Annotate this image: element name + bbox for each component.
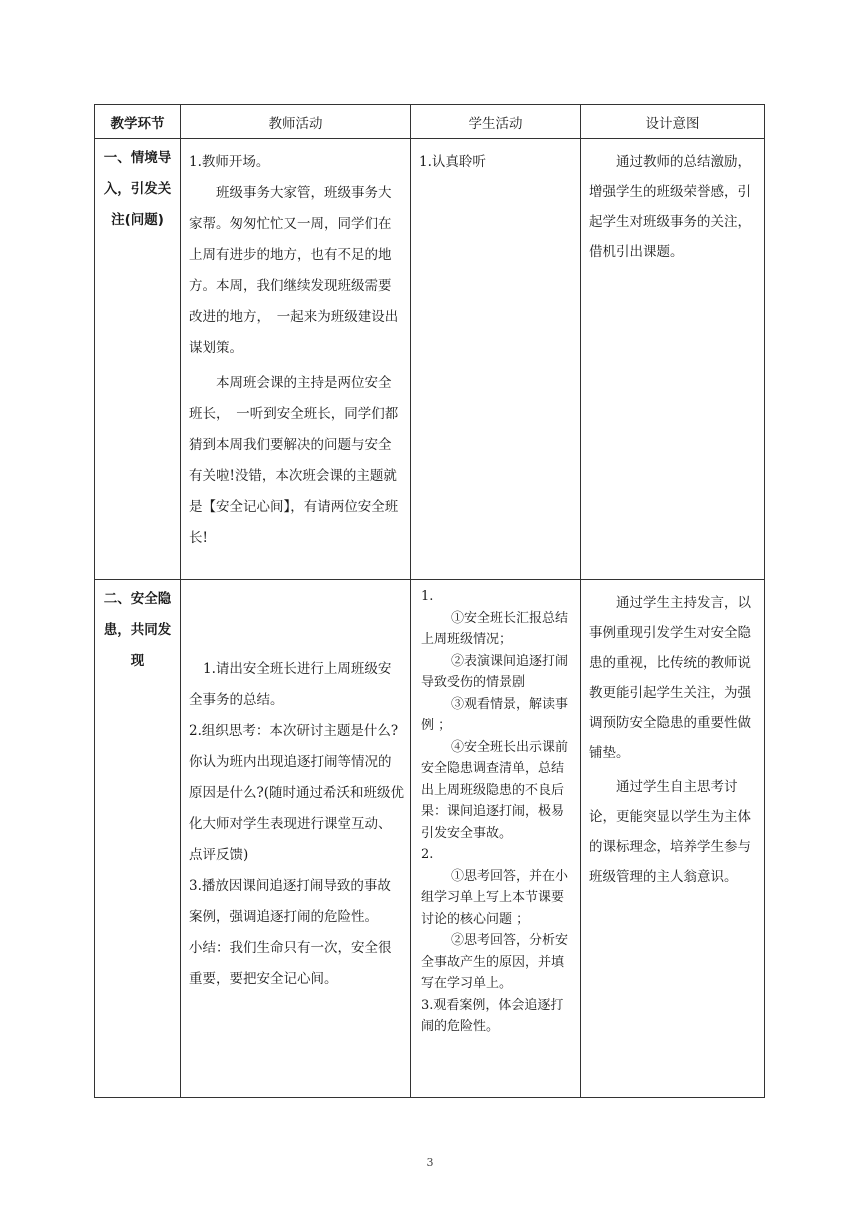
- teacher-text: 1.请出安全班长进行上周班级安全事务的总结。: [189, 661, 392, 708]
- header-stage: 教学环节: [95, 105, 181, 139]
- design-intent-cell: [581, 580, 765, 1098]
- table-row: [95, 580, 765, 1098]
- table-header-row: [95, 105, 765, 139]
- student-text: ①思考回答，并在小组学习单上写上本节课要讨论的核心问题 ；: [421, 868, 569, 927]
- teacher-text: 本周班会课的主持是两位安全班长， 一听到安全班长，同学们都猜到本周我们要解决的问题与安全有关啦!没错，本次班会课的主题就是【安全记心间】，有请两位安全班长!: [189, 375, 399, 546]
- student-text: ③观看情景，解读事例 ；: [421, 696, 569, 733]
- header-teacher-activity: 教师活动: [181, 105, 411, 139]
- teacher-text: 3.播放因课间追逐打闹导致的事故案例，强调追逐打闹的危险性。: [189, 878, 391, 925]
- stage-line: 二、安全隐: [103, 591, 172, 607]
- teacher-text: 1.教师开场。: [189, 154, 270, 170]
- stage-line: 入，引发关: [103, 181, 172, 197]
- teacher-text: 小结：我们生命只有一次，安全很重要，要把安全记心间。: [189, 940, 392, 987]
- teacher-text: 班级事务大家管，班级事务大家帮。匆匆忙忙又一周，同学们在上周有进步的地方，也有不足的地方。本周，我们继续发现班级需要改进的地方， 一起来为班级建设出谋划策。: [189, 185, 399, 356]
- teacher-activity-cell: [181, 139, 411, 580]
- lesson-plan-table: [94, 104, 765, 1098]
- student-text: ④安全班长出示课前安全隐患调查清单，总结出上周班级隐患的不良后果：课间追逐打闹，极易引发安全事故。: [421, 739, 569, 841]
- student-text: ①安全班长汇报总结上周班级情况；: [421, 610, 569, 647]
- student-activity-cell: [411, 139, 581, 580]
- student-text: 1.认真聆听: [419, 154, 486, 170]
- teacher-activity-cell: [181, 580, 411, 1098]
- design-text: 通过学生主持发言，以事例重现引发学生对安全隐患的重视，比传统的教师说教更能引起学生关注，为强调预防安全隐患的重要性做铺垫。: [589, 595, 751, 761]
- header-design-intent: 设计意图: [581, 105, 765, 139]
- student-text: ②思考回答，分析安全事故产生的原因，并填写在学习单上。: [421, 933, 569, 991]
- student-text: ②表演课间追逐打闹导致受伤的情景剧: [421, 653, 569, 690]
- page-number: 3: [426, 1156, 434, 1169]
- stage-cell: [95, 139, 181, 580]
- stage-line: 一、情境导: [103, 150, 172, 166]
- student-text: 1.: [421, 589, 434, 604]
- stage-cell: [95, 580, 181, 1098]
- stage-line: 注(问题): [111, 212, 164, 228]
- student-activity-cell: [411, 580, 581, 1098]
- table-row: [95, 139, 765, 580]
- student-text: 2.: [421, 847, 434, 862]
- design-intent-cell: [581, 139, 765, 580]
- design-text: 通过教师的总结激励，增强学生的班级荣誉感，引起学生对班级事务的关注，借机引出课题。: [589, 154, 751, 260]
- header-student-activity: 学生活动: [411, 105, 581, 139]
- stage-line: 患，共同发: [103, 622, 172, 638]
- student-text: 3.观看案例，体会追逐打闹的危险性。: [421, 997, 564, 1034]
- teacher-text: 2.组织思考：本次研讨主题是什么?你认为班内出现追逐打闹等情况的原因是什么?(随时通过希沃和班级优化大师对学生表现进行课堂互动、点评反馈): [189, 723, 405, 863]
- stage-line: 现: [130, 653, 145, 669]
- design-text: 通过学生自主思考讨论，更能突显以学生为主体的课标理念，培养学生参与班级管理的主人翁意识。: [589, 779, 751, 885]
